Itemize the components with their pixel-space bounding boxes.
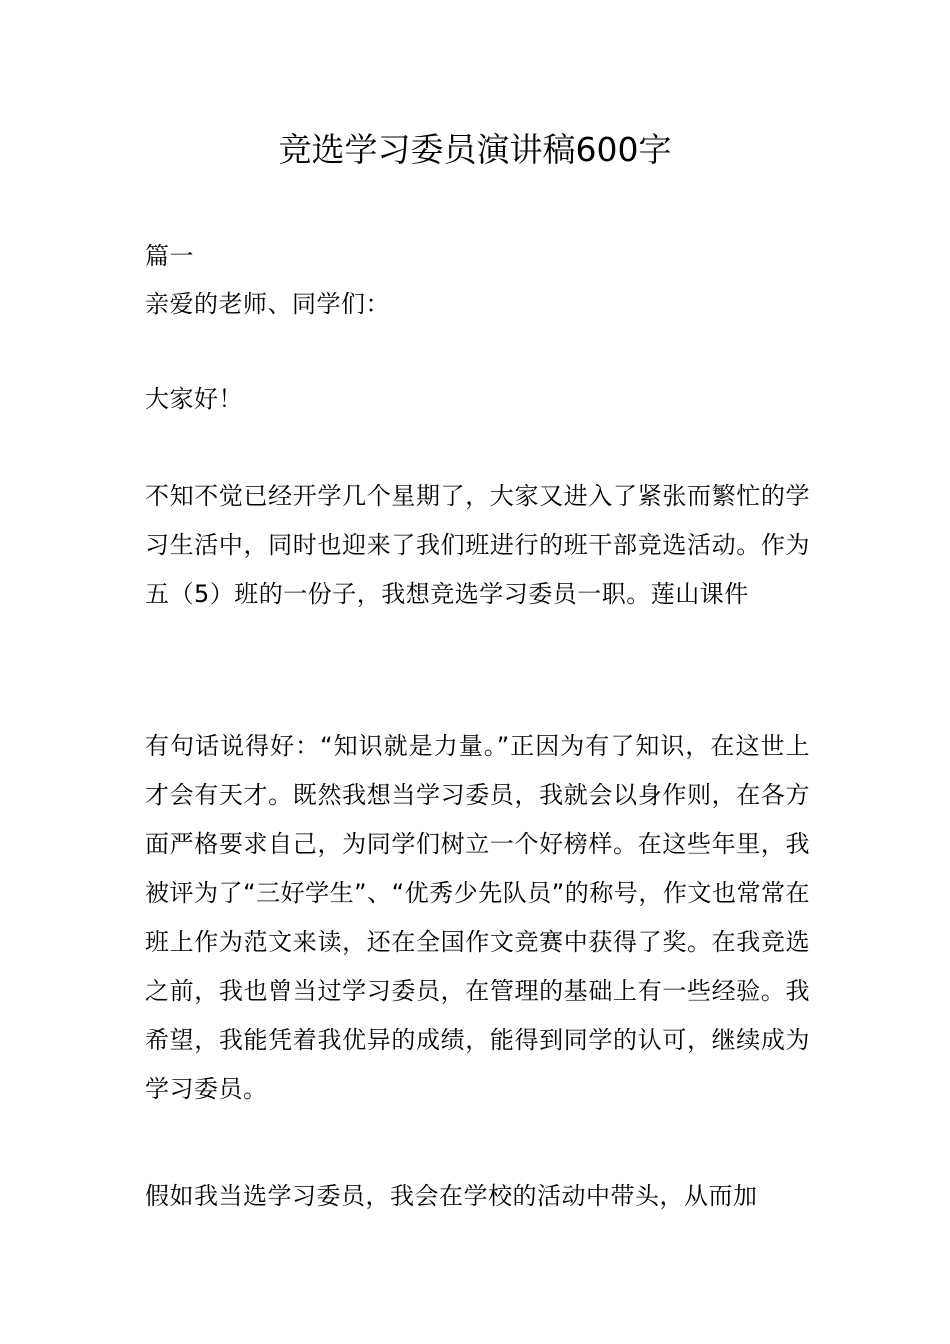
greeting: 大家好！ — [145, 385, 243, 413]
salutation: 亲爱的老师、同学们： — [145, 290, 390, 318]
paragraph-2: 有句话说得好：“知识就是力量。”正因为有了知识，在这世上才会有天才。既然我想当学习委员，我就会以身作则，在各方面严格要求自己，为同学们树立一个好榜样。在这些年里，我被评为了“三好学生”、“优秀少先队员”的称号，作文也常常在班上作为范文来读，还在全国作文竞赛中获得了奖。在我竞选之前，我也曾当过学习委员，在管理的基础上有一些经验。我希望，我能凭着我优异的成绩，能得到同学的认可，继续成为学习委员。 — [145, 732, 810, 1103]
paragraph-3: 假如我当选学习委员，我会在学校的活动中带头，从而加 — [145, 1182, 758, 1210]
section-label: 篇一 — [145, 242, 194, 270]
document-title: 竞选学习委员演讲稿600字 — [278, 130, 672, 169]
paragraph-1: 不知不觉已经开学几个星期了，大家又进入了紧张而繁忙的学习生活中，同时也迎来了我们班进行的班干部竞选活动。作为五（5）班的一份子，我想竞选学习委员一职。莲山课件 — [145, 482, 810, 608]
